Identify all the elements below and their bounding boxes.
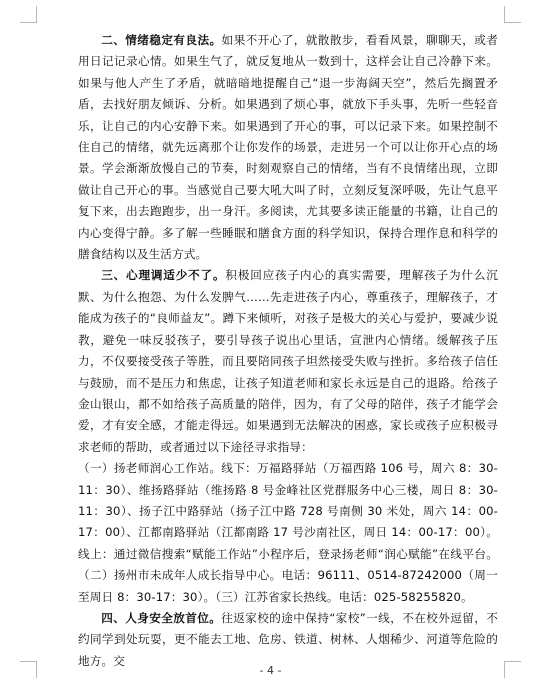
paragraph-text: 如果不开心了，就散散步，看看风景，聊聊天，或者用日记记录心情。如果生气了，就反复地从一数到十，这样会让自己冷静下来。如果与他人产生了矛盾，就暗暗地提醒自己“退一步海阔天空”，然后先搁置矛盾，去找好朋友倾诉、分析。如果遇到了烦心事，就放下手头事，先听一些轻音乐，让自己的内心安静下来。如果遇到了开心的事，可以记录下来。如果控制不住自己的情绪，就先远离那个让你发作的场景，走进另一个可以让你开心点的场景。学会渐渐放慢自己的节奏，时刻观察自己的情绪，当有不良情绪出现，立即做让自己开心的事。当感觉自己要大吼大叫了时，立刻反复深呼吸，先让气息平复下来，出去跑跑步，出一身汗。多阅读，尤其要多读正能量的书籍，让自己的内心变得宁静。多了解一些睡眠和膳食方面的科学知识，保持合理作息和科学的膳食结构以及生活方式。 bbox=[78, 33, 498, 262]
section-heading: 四、人身安全放首位。 bbox=[101, 610, 222, 625]
section-heading: 二、情绪稳定有良法。 bbox=[101, 33, 222, 47]
document-body bbox=[78, 30, 498, 672]
paragraph-emotion-stability bbox=[78, 30, 498, 265]
paragraph-text: 往返家校的途中保持“家校”一线，不在校外逗留，不约同学到处玩耍，更不能去工地、危房、铁道、树林、人烟稀少、河道等危险的地方。交 bbox=[78, 610, 498, 668]
paragraph-psychological-adjustment bbox=[78, 265, 498, 458]
section-heading: 三、心理调适少不了。 bbox=[101, 268, 226, 283]
crop-mark-top-left bbox=[20, 6, 37, 23]
paragraph-text: 积极回应孩子内心的真实需要，理解孩子为什么沉默、为什么抱怨、为什么发脾气……先走进孩子内心，尊重孩子，理解孩子，才能成为孩子的“良师益友”。蹲下来倾听，对孩子是极大的关心与爱护，要减少说教，避免一味反驳孩子，要引导孩子说出心里话，宣泄内心情绪。缓解孩子压力，不仅要接受孩子等胜，而且要陪同孩子坦然接受失败与挫折。多给孩子信任与鼓励，而不是压力和焦虑，让孩子知道老师和家长永远是自己的退路。给孩子金山银山，都不如给孩子高质量的陪伴，因为，有了父母的陪伴，孩子才能学会爱，才有安全感，才能走得远。如果遇到无法解决的困惑，家长或孩子应积极寻求老师的帮助，或者通过以下途径寻求指导： bbox=[78, 268, 498, 454]
paragraph-personal-safety bbox=[78, 608, 498, 672]
paragraph-support-resources bbox=[78, 458, 498, 608]
crop-mark-top-right bbox=[504, 6, 521, 23]
page-number: - 4 - bbox=[259, 664, 282, 677]
paragraph-text: （一）扬老师润心工作站。线下：万福路驿站（万福西路 106 号，周六 8：30-11：30）、维扬路驿站（维扬路 8 号金峰社区党群服务中心三楼，周日 8：30-11：30）、扬子江中路驿站（扬子江中路 728 号南侧 30 米处，周六 14：00-17：00）、江都南路驿站（江都南路 17 号沙南社区，周日 14：00-17：00）。线上：通过微信搜索“赋能工作站”小程序后，登录扬老师“润心赋能”在线平台。（二）扬州市未成年人成长指导中心。电话：96111、0514-87242000（周一至周日 8：30-17：30）。（三）江苏省家长热线。电话：025-58255820。 bbox=[78, 461, 498, 604]
